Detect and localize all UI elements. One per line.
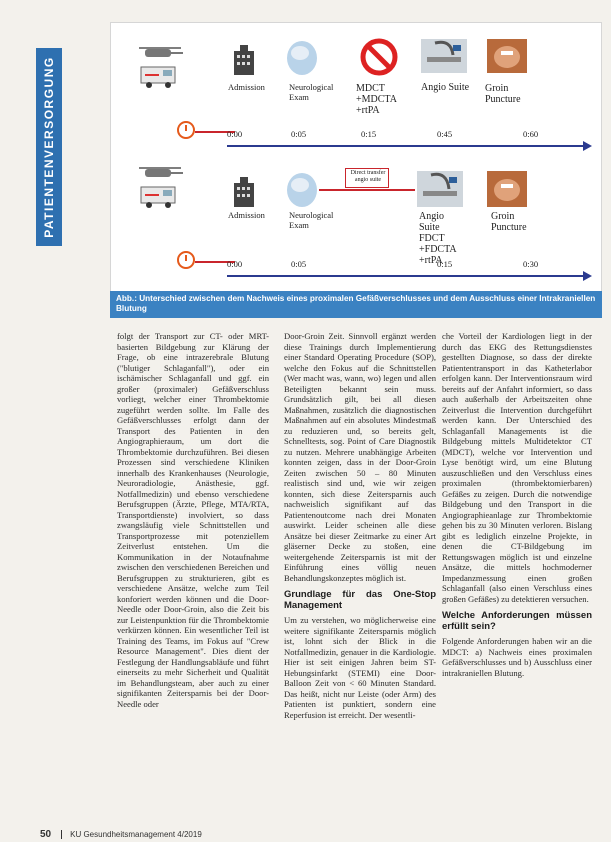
column-2-paragraph-1: Door-Groin Zeit. Sinnvoll ergänzt werden diese Trainings durch Implementierung einer Standard Operating Procedure (SOP), welche den Fokus auf die Schnittstellen (Wer macht was, wann, wo) legen und allen Beteiligten bekannt sein muss. Grundsätzlich gilt, bei all diesen Maßnahmen, zusätzlich die diagnostischen Maßnahmen auf ein absolutes Mindestmaß zu reduzieren und, so bereits gelt, Schnelltests, sog. Point of Care Diagnostik zu nutzen. Mehrere unabhängige Arbeiten konnten zeigen, dass in der Door-Groin Zeiten zwischen 50 – 80 Minuten realistisch sind und, wie wir zeigen konnten, sich diese Zeitersparnis auch nachweislich signifikant auf das Patientenoutcome nach drei Monaten auswirkt. Leider scheinen alle diese Ansätze bei dieser Zeitmarke zu einer Art gläserner Decke zu stoßen, eine weitergehende Zeitersparnis ist mit der Einführung eines völlig neuen Behandlungskonzeptes möglich ist.: [284, 331, 436, 583]
row2-label-admission: Admission: [228, 210, 265, 220]
section-side-tab: [36, 48, 62, 246]
row1-timeline-arrow: [583, 141, 592, 151]
row1-time-4: 0:60: [523, 129, 539, 139]
row2-time-2: 0:15: [437, 259, 453, 269]
groin-puncture-icon: [487, 171, 527, 207]
row2-time-3: 0:30: [523, 259, 539, 269]
angio-suite-icon: [421, 39, 467, 73]
page-footer: [40, 829, 202, 840]
row1-label-angio-suite: Angio Suite: [421, 82, 470, 93]
groin-puncture-icon: [487, 39, 527, 73]
hospital-building-icon: [232, 175, 256, 209]
clock-icon: [177, 251, 195, 269]
row1-timeline: [227, 145, 585, 147]
row2-time-1: 0:05: [291, 259, 307, 269]
brain-head-icon: [285, 39, 319, 77]
column-3-heading: Welche Anforderungen müssen erfüllt sein?: [442, 610, 592, 632]
column-2-heading: Grundlage für das One-Stop Management: [284, 589, 436, 611]
row2-label-groin-puncture: Groin Puncture: [491, 211, 527, 233]
ambulance-helicopter-icon: [137, 45, 185, 91]
prohibited-sign-icon: [359, 37, 399, 77]
column-1-paragraph: folgt der Transport zur CT- oder MRT-basierten Bildgebung zur Klärung der Frage, ob eine intrazerebrale Blutung ("blutiger Schlaganfall"), oder ein ischämischer Schlaganfall und ggf. ein großer (proximaler) Gefäßverschluss vorliegt, welcher einer Thrombektomie zugeführt werden sollte. Im Falle des Gefäßverschlusses erfolgt dann der Transport des Patienten in den Angiographieraum, um dort die Thrombektomie durchzuführen. Bei diesen Prozessen sind verschiedene Kliniken innerhalb des Krankenhauses (Neurologie, Neuroradiologie, Anästhesie, ggf. Notfallmedizin) und ebenso verschiedene Berufsgruppen (Ärzte, Pflege, MTA/RTA, Transportdienste) involviert, so dass zwangsläufig viele Schnittstellen und Transportprozesse mit potenziellem Zeitverlust entstehen. Um die Kommunikation in der Notaufnahme zwischen den verschiedenen Bereichen und Berufsgruppen zu strukturieren, gibt es verschiedene Ansätze, welche zum Teil konforiert werden können und die Door-Needle oder Door-Groin, also die Zeit bis zur Leistenpunktion für die Thrombektomie verkürzen können. Ein wesentlicher Teil ist Training des Teams, im Fokus auf "Crew Resource Management". Dies dient der Festlegung der Handlungsabläufe und führt einerseits zu mehr Sicherheit und Qualität im Behandlungsteam, aber auch zu einer signifikanten Zeitersparnis bei der Door-Needle oder: [117, 331, 269, 709]
row2-label-angio-suite: Angio Suite FDCT +FDCTA +rtPA: [419, 211, 457, 266]
direct-transfer-line: [319, 189, 415, 191]
journal-name: KU Gesundheitsmanagement 4/2019: [70, 830, 202, 839]
row1-time-2: 0:15: [361, 129, 377, 139]
workflow-figure: [110, 22, 602, 292]
row1-label-neurological-exam: Neurological Exam: [289, 82, 334, 102]
row2-timeline: [227, 275, 585, 277]
row1-time-0: 0:00: [227, 129, 243, 139]
angio-suite-icon: [417, 171, 463, 207]
row1-label-admission: Admission: [228, 82, 265, 92]
page-number: 50: [40, 829, 52, 840]
figure-caption: Abb.: Unterschied zwischen dem Nachweis eines proximalen Gefäßverschlusses und dem Ausschluss einer Intrakraniellen Blutung: [110, 291, 602, 318]
section-side-tab-label: PATIENTENVERSORGUNG: [42, 56, 56, 238]
brain-head-icon: [285, 171, 319, 209]
column-2-paragraph-2: Um zu verstehen, wo möglicherweise eine weitere signifikante Zeitersparnis möglich ist, lohnt sich der Blick in die Notfallmedizin, genauer in die Kardiologie. Hier ist seit einigen Jahren beim ST-Hebungsinfarkt (STEMI) eine Door-Balloon Zeit von < 60 Minuten Standard. Das heißt, nicht nur Leiste (oder Arm) des Patienten ist punktiert, sondern eine Reperfusion ist erreicht. Der wesentli-: [284, 615, 436, 720]
row2-time-0: 0:00: [227, 259, 243, 269]
column-3-paragraph-1: che Vorteil der Kardiologen liegt in der durch das EKG des Rettungsdienstes gestellten Diagnose, so dass der direkte Patiententransport in das Katheterlabor erfolgen kann. Der Interventionsraum wird bereits auf der Anfahrt informiert, so dass auch außerhalb der Arbeitszeiten ohne Zeitverlust die Intervention durchgeführt werden kann. Der Unterschied des Schlaganfall Managements ist die Bildgebung mittels Multidetektor CT (MDCT), welche vor Intervention und Lyse benötigt wird, um eine Blutung auszuschließen und den Verschluss eines proximalen (thrombektomierbaren) Gefäßes zu zeigen. Durch die notwendige Bildgebung und den Transport in die Angiographieanlage zur Thrombektomie gehen bis zu 30 Minuten verloren. Bislang gibt es lediglich einzelne Projekte, in denen die CT-Bildgebung im Rettungswagen möglich ist und einzelne Ansätze, die mittels hochmoderner Impedanzmessung einen großen Schlaganfall (also einen Verschluss eines großen Gefäßes) zu detektieren versuchen.: [442, 331, 592, 604]
row2-label-neurological-exam: Neurological Exam: [289, 210, 334, 230]
text-column-2: [284, 331, 436, 720]
clock-icon: [177, 121, 195, 139]
row1-label-groin-puncture: Groin Puncture: [485, 83, 521, 105]
row1-label-mdct: MDCT +MDCTA +rtPA: [356, 83, 397, 116]
row1-time-3: 0:45: [437, 129, 453, 139]
direct-transfer-callout: [345, 168, 389, 188]
ambulance-helicopter-icon: [137, 165, 185, 211]
column-3-paragraph-2: Folgende Anforderungen haben wir an die MDCT: a) Nachweis eines proximalen Gefäßverschlusses und b) Ausschluss einer intrakraniellen Blutung.: [442, 636, 592, 678]
footer-divider: [61, 830, 62, 839]
text-column-3: [442, 331, 592, 678]
hospital-building-icon: [232, 43, 256, 77]
direct-transfer-callout-text: Direct transfer angio suite: [350, 170, 386, 183]
row2-timeline-arrow: [583, 271, 592, 281]
text-column-1: [117, 331, 269, 709]
row1-time-1: 0:05: [291, 129, 307, 139]
